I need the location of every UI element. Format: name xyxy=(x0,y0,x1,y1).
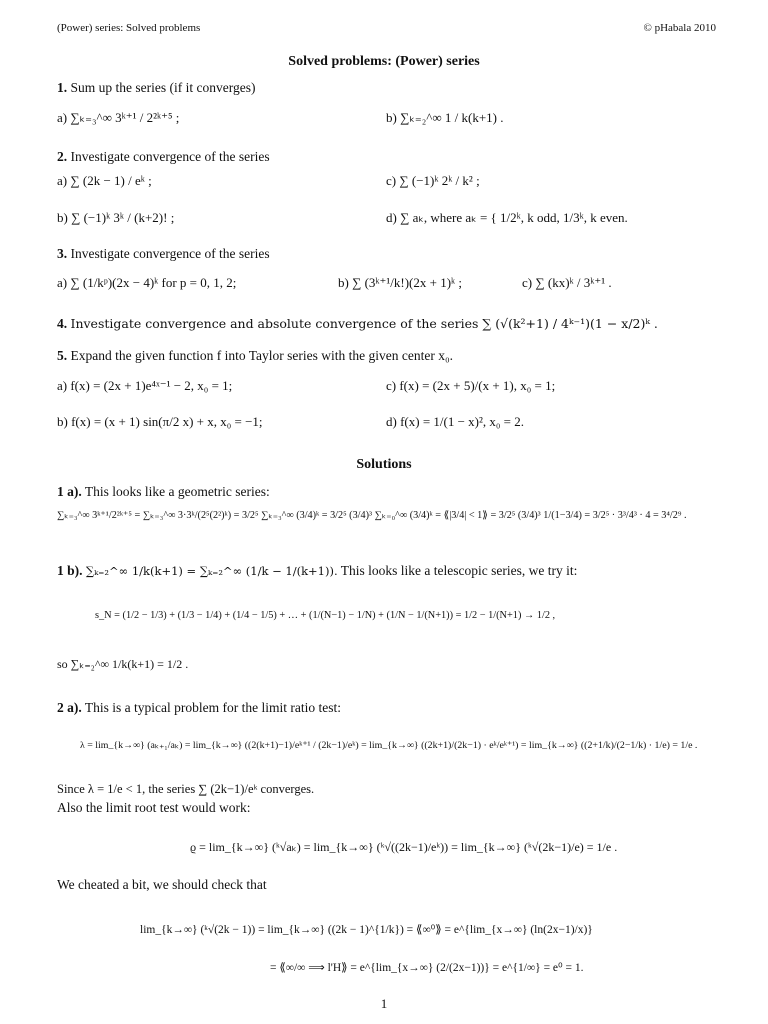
problem-2c: c) ∑ (−1)ᵏ 2ᵏ / k² ; xyxy=(386,173,480,188)
solution-1b-text: This looks like a telescopic series, we try it: xyxy=(340,563,578,578)
solution-2a-text: This is a typical problem for the limit ratio test: xyxy=(84,700,341,715)
problem-1b: b) ∑ₖ₌₂^∞ 1 / k(k+1) . xyxy=(386,110,504,125)
problem-5 xyxy=(57,348,453,364)
problem-2 xyxy=(57,149,270,165)
problem-3-text: Investigate convergence of the series xyxy=(70,246,270,261)
page-title: Solved problems: (Power) series xyxy=(288,54,480,69)
problem-2b: b) ∑ (−1)ᵏ 3ᵏ / (k+2)! ; xyxy=(57,210,175,225)
problem-2d: d) ∑ aₖ, where aₖ = { 1/2ᵏ, k odd, 1/3ᵏ, k even. xyxy=(386,210,628,225)
problem-5-number: 5. xyxy=(57,348,68,363)
solution-2a-equation-2: ϱ = lim_{k→∞} (ᵏ√aₖ) = lim_{k→∞} (ᵏ√((2k−1)/eᵏ)) = lim_{k→∞} (ᵏ√(2k−1)/e) = 1/e . xyxy=(190,840,618,854)
problem-5b: b) f(x) = (x + 1) sin(π/2 x) + x, x₀ = −1; xyxy=(57,414,263,429)
problem-1-number: 1. xyxy=(57,80,68,95)
problem-2a: a) ∑ (2k − 1) / eᵏ ; xyxy=(57,173,152,188)
problem-3-number: 3. xyxy=(57,246,68,261)
solution-1b-equation-2: s_N = (1/2 − 1/3) + (1/3 − 1/4) + (1/4 − 1/5) + … + (1/(N−1) − 1/N) + (1/N − 1/(N+1)) = 1/2 − 1/(N+1) → 1/2 , xyxy=(95,610,556,621)
problem-3b: b) ∑ (3ᵏ⁺¹/k!)(2x + 1)ᵏ ; xyxy=(338,275,463,290)
running-header-right: © pHabala 2010 xyxy=(643,22,716,34)
solution-1b-equation-3: so ∑ₖ₌₂^∞ 1/k(k+1) = 1/2 . xyxy=(57,657,189,671)
solution-1b-label: 1 b). xyxy=(57,563,83,578)
solution-2a-label: 2 a). xyxy=(57,700,82,715)
problem-5-text: Expand the given function f into Taylor series with the given center x₀. xyxy=(70,348,454,363)
solution-2a-text-2: Since λ = 1/e < 1, the series ∑ (2k−1)/eᵏ converges. xyxy=(57,782,315,796)
problem-3a: a) ∑ (1/kᵖ)(2x − 4)ᵏ for p = 0, 1, 2; xyxy=(57,275,237,290)
problem-1a: a) ∑ₖ₌₃^∞ 3ᵏ⁺¹ / 2²ᵏ⁺⁵ ; xyxy=(57,110,180,125)
solution-1a-equation: ∑ₖ₌₃^∞ 3ᵏ⁺¹/2²ᵏ⁺⁵ = ∑ₖ₌₃^∞ 3·3ᵏ/(2⁵(2²)ᵏ) = 3/2⁵ ∑ₖ₌₃^∞ (3/4)ᵏ = 3/2⁵ (3/4)³ ∑ₖ₌₀^∞ (3/4)ᵏ = ⟪|3/4| < 1⟫ = 3/2⁵ (3/4)³ 1/(1−3/4) = 3/2⁵ · 3³/4³ · 4 = 3⁴/2⁹ . xyxy=(57,510,687,521)
solution-1a-text: This looks like a geometric series: xyxy=(84,484,270,499)
problem-4-text: Investigate convergence and absolute convergence of the series ∑ (√(k²+1) / 4ᵏ⁻¹)(1 − x/2)ᵏ . xyxy=(70,316,658,331)
problem-4 xyxy=(57,316,658,332)
problem-3 xyxy=(57,246,270,262)
solution-2a xyxy=(57,700,341,716)
solution-2a-equation-4: = ⟪∞/∞ ⟹ l'H⟫ = e^{lim_{x→∞} (2/(2x−1))} = e^{1/∞} = e⁰ = 1. xyxy=(270,962,584,974)
solution-1b xyxy=(57,563,577,579)
problem-3c: c) ∑ (kx)ᵏ / 3ᵏ⁺¹ . xyxy=(522,275,612,290)
running-header-left: (Power) series: Solved problems xyxy=(57,22,201,34)
problem-2-text: Investigate convergence of the series xyxy=(70,149,270,164)
problem-5c: c) f(x) = (2x + 5)/(x + 1), x₀ = 1; xyxy=(386,378,556,393)
problem-2-number: 2. xyxy=(57,149,68,164)
problem-5d: d) f(x) = 1/(1 − x)², x₀ = 2. xyxy=(386,414,525,429)
solution-2a-equation-1: λ = lim_{k→∞} (aₖ₊₁/aₖ) = lim_{k→∞} ((2(k+1)−1)/eᵏ⁺¹ / (2k−1)/eᵏ) = lim_{k→∞} ((2k+1)/(2k−1) · eᵏ/eᵏ⁺¹) = lim_{k→∞} ((2+1/k)/(2−1/k) · 1/e) = 1/e . xyxy=(80,740,698,751)
solution-1a-label: 1 a). xyxy=(57,484,82,499)
solution-2a-equation-3: lim_{k→∞} (ᵏ√(2k − 1)) = lim_{k→∞} ((2k − 1)^{1/k}) = ⟪∞⁰⟫ = e^{lim_{x→∞} (ln(2x−1)/x)} xyxy=(140,924,593,936)
solution-2a-text-3: Also the limit root test would work: xyxy=(57,800,251,815)
solution-1b-equation-1: ∑ₖ₌₂^∞ 1/k(k+1) = ∑ₖ₌₂^∞ (1/k − 1/(k+1)). xyxy=(85,564,338,578)
solutions-heading: Solutions xyxy=(356,457,412,472)
solution-1a xyxy=(57,484,270,500)
problem-1-text: Sum up the series (if it converges) xyxy=(70,80,256,95)
solution-2a-text-4: We cheated a bit, we should check that xyxy=(57,877,267,892)
problem-4-number: 4. xyxy=(57,316,68,331)
page-number: 1 xyxy=(380,996,388,1011)
problem-5a: a) f(x) = (2x + 1)e⁴ˣ⁻¹ − 2, x₀ = 1; xyxy=(57,378,233,393)
problem-1 xyxy=(57,80,255,96)
